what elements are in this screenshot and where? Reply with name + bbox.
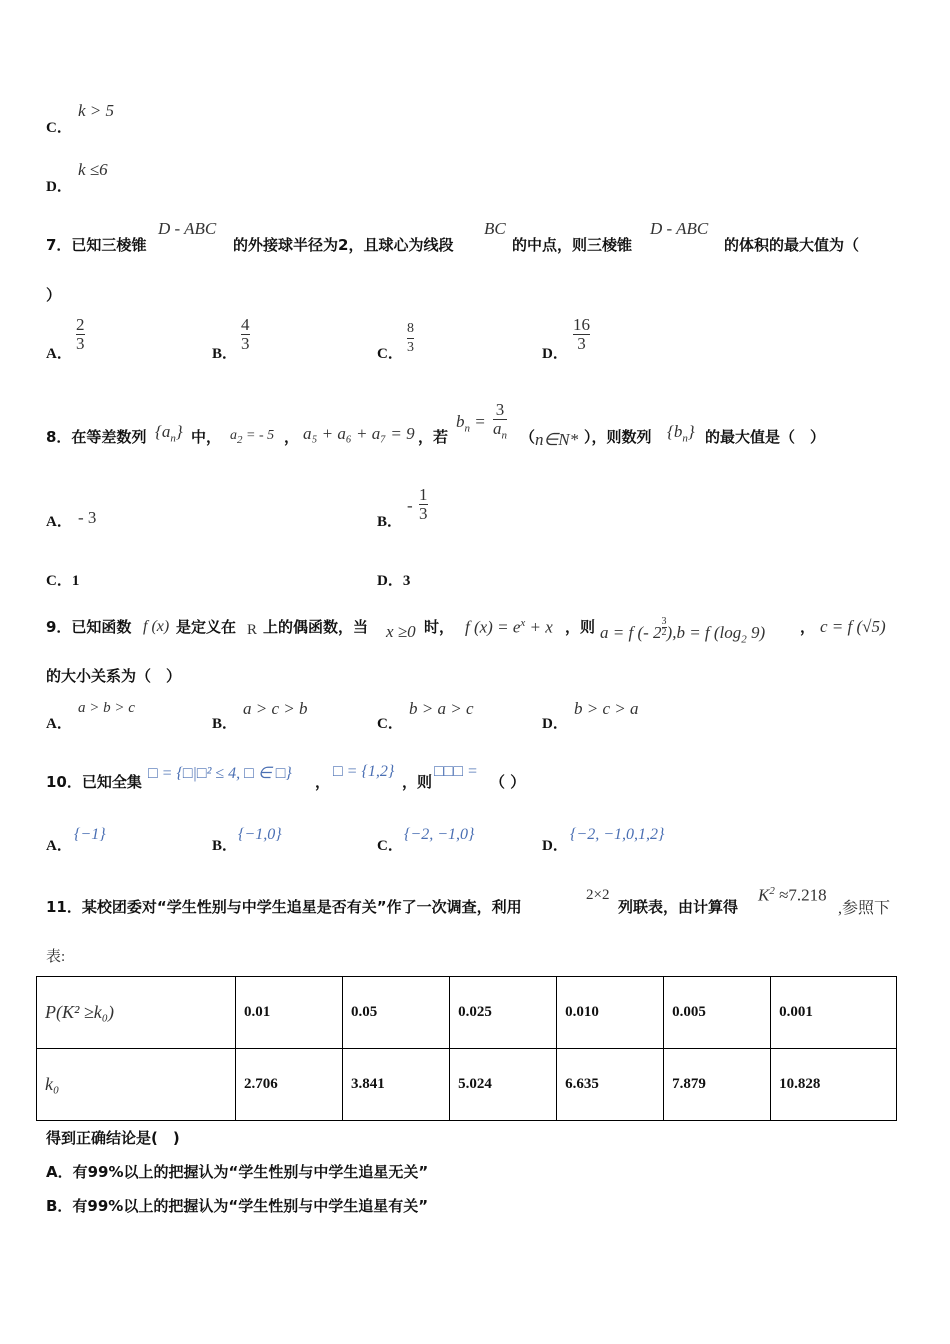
q8-seq-a: $\{a_n\}$ <box>155 422 183 445</box>
q6-option-c-expr: k > 5 <box>78 101 115 120</box>
q8-option-c-label: C．1 <box>46 573 80 589</box>
q8-cond-1: $a_2$ = - 5 <box>230 428 275 446</box>
q7-option-d-label: D． <box>542 346 568 362</box>
q9-text-5: ，则 <box>565 618 596 636</box>
q8-option-b-fraction: 1 3 <box>419 485 428 523</box>
table-cell: 10.828 <box>771 1049 897 1121</box>
q8-option-a-label: A． <box>46 514 72 530</box>
table-cell: 3.841 <box>343 1049 450 1121</box>
q7-math-2: BC <box>484 219 506 238</box>
table-cell: 0.005 <box>664 977 771 1049</box>
q9-text-1: 9．已知函数 <box>46 618 132 636</box>
q8-seq-b: $\{b_n\}$ <box>667 422 695 445</box>
q10-option-d-label: D． <box>542 838 568 854</box>
table-row <box>37 977 897 1049</box>
q11-option-a: A．有99%以上的把握认为“学生性别与中学生追星无关” <box>46 1163 429 1181</box>
q7-option-a-label: A． <box>46 346 72 362</box>
q9-text-4: 时， <box>424 618 455 636</box>
q11-text-1: 11．某校团委对“学生性别与中学生追星是否有关”作了一次调查，利用 <box>46 898 522 916</box>
q7-option-d-fraction: 16 3 <box>573 315 590 353</box>
q9-option-b-label: B． <box>212 716 238 732</box>
table-row <box>37 1049 897 1121</box>
table-cell: 0.025 <box>450 977 557 1049</box>
table-row-header: k₀ <box>37 1049 236 1121</box>
q9-fx: f (x) <box>143 618 170 635</box>
q8-text-6: 的最大值是（ ） <box>705 428 826 446</box>
q7-text-2: 的外接球半径为2，且球心为线段 <box>233 236 454 254</box>
q8-condition: n∈N* <box>535 430 579 449</box>
q10-comma: ， <box>315 773 331 791</box>
q8-text-5: ），则数列 <box>584 428 652 446</box>
table-cell: 0.010 <box>557 977 664 1049</box>
q10-option-b-label: B． <box>212 838 238 854</box>
table-cell: 0.01 <box>236 977 343 1049</box>
q7-option-c-label: C． <box>377 346 403 362</box>
q10-option-a-expr: {−1} <box>74 826 106 843</box>
q9-a-expr: a = f (- 2 $\frac{3}{2}$ ),b = f ($\log_2$ 9) <box>600 616 766 646</box>
q8-bdef-lhs: $b_n$ = <box>456 412 486 435</box>
q10-option-d-expr: {−2, −1,0,1,2} <box>570 826 665 843</box>
q10-option-c-label: C． <box>377 838 403 854</box>
q11-text-2: 列联表，由计算得 <box>618 898 739 916</box>
q7-text-3: 的中点，则三棱锥 <box>512 236 633 254</box>
table-cell: 6.635 <box>557 1049 664 1121</box>
q8-text-1: 8．在等差数列 <box>46 428 147 446</box>
q8-comma: ， <box>284 428 300 446</box>
q11-after-table: 得到正确结论是( ) <box>46 1129 180 1147</box>
q7-option-c-fraction: 8 3 <box>407 321 414 355</box>
q9-option-a-label: A． <box>46 716 72 732</box>
q7-math-3: D - ABC <box>650 219 709 238</box>
q7-math-1: D - ABC <box>158 219 217 238</box>
q9-option-c-label: C． <box>377 716 403 732</box>
q11-option-b: B．有99%以上的把握认为“学生性别与中学生追星有关” <box>46 1197 429 1215</box>
q9-option-c-expr: b > a > c <box>409 699 474 718</box>
table-cell: 2.706 <box>236 1049 343 1121</box>
q11-k-value: $K^2 \approx 7.218$ <box>758 885 827 905</box>
q7-option-a-fraction: 2 3 <box>76 315 85 353</box>
q9-option-a-expr: a > b > c <box>78 700 135 716</box>
q7-text-4: 的体积的最大值为（ <box>724 236 860 254</box>
table-cell: 7.879 <box>664 1049 771 1121</box>
q10-option-b-expr: {−1,0} <box>238 826 282 843</box>
q10-complement: □□□ = <box>434 763 478 780</box>
q7-option-b-label: B． <box>212 346 238 362</box>
q7-text-5: ） <box>46 286 62 304</box>
q8-option-d-label: D．3 <box>377 573 411 589</box>
q9-c-expr: c = f (√5) <box>820 617 886 636</box>
q9-condition: x ≥0 <box>386 622 416 641</box>
q7-option-b-fraction: 4 3 <box>241 315 250 353</box>
q6-option-d-expr: k ≤6 <box>78 160 108 179</box>
q8-text-2: 中， <box>191 428 222 446</box>
q10-text-2: ，则 <box>402 773 433 791</box>
q8-option-a-expr: - 3 <box>78 508 97 527</box>
q6-option-c-label: C． <box>46 120 72 136</box>
q9-option-d-expr: b > c > a <box>574 699 639 718</box>
q8-cond-2: a₅ + a₆ + a₇ = 9 <box>303 424 415 443</box>
q9-text-6: ， <box>800 618 816 636</box>
q10-universal-set: □ = {□|□² ≤ 4, □ ∈ □} <box>148 765 292 782</box>
q9-text-3: 上的偶函数，当 <box>263 618 369 636</box>
table-cell: 5.024 <box>450 1049 557 1121</box>
table-row-header: P(K² ≥k₀) <box>37 977 236 1049</box>
q8-text-4: （ <box>520 428 536 446</box>
q9-option-d-label: D． <box>542 716 568 732</box>
table-cell: 0.001 <box>771 977 897 1049</box>
q8-option-b-sign: - <box>407 496 413 515</box>
q9-fdef: f $(x) = e^x + x$ <box>465 617 553 637</box>
q9-text-2: 是定义在 <box>176 618 237 636</box>
q10-option-a-label: A． <box>46 838 72 854</box>
q11-text-4: 表: <box>46 949 66 965</box>
q7-text-1: 7．已知三棱锥 <box>46 236 147 254</box>
q9-R: R <box>247 622 258 638</box>
q8-option-b-label: B． <box>377 514 403 530</box>
q11-table-size: 2×2 <box>586 887 610 903</box>
q8-text-3: ，若 <box>418 428 449 446</box>
q9-line-2: 的大小关系为（ ） <box>46 667 182 685</box>
q11-text-3: ,参照下 <box>838 900 891 917</box>
q10-text-1: 10．已知全集 <box>46 773 142 791</box>
q6-option-d-label: D． <box>46 179 72 195</box>
table-cell: 0.05 <box>343 977 450 1049</box>
q10-set-a: □ = {1,2} <box>333 763 395 780</box>
critical-value-table <box>36 976 897 1121</box>
q9-option-b-expr: a > c > b <box>243 699 308 718</box>
q8-bdef-fraction: 3 $a_n$ <box>493 400 507 442</box>
q10-text-3: （ ） <box>490 773 526 791</box>
q10-option-c-expr: {−2, −1,0} <box>404 826 475 843</box>
